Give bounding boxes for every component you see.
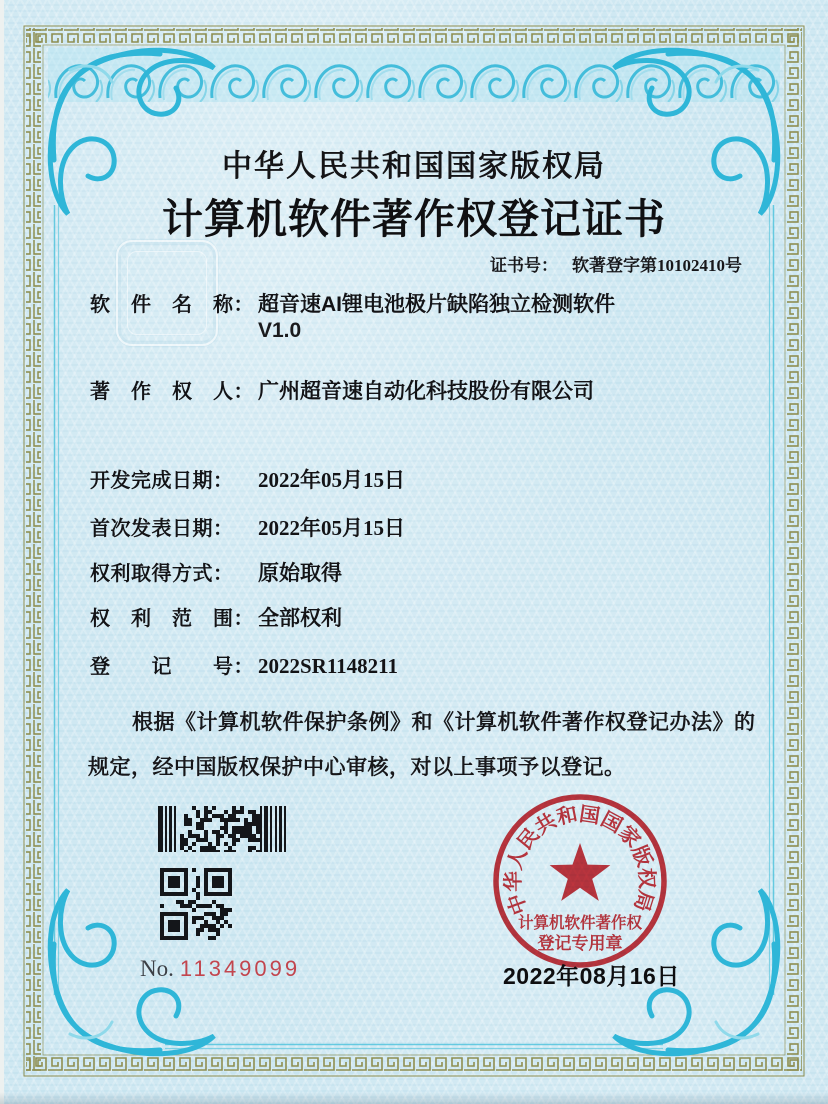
field-copyright-owner [90, 375, 594, 403]
software-version-value: V1.0 [258, 319, 302, 342]
right-acquisition-value: 原始取得 [258, 562, 342, 585]
barcode-image [158, 806, 286, 852]
dev-complete-date-label: 开发完成日期： [90, 470, 234, 492]
right-scope-value: 全部权利 [258, 607, 342, 630]
first-publish-date-value: 2022年05月15日 [258, 516, 405, 540]
certificate-title: 计算机软件著作权登记证书 [162, 196, 666, 242]
statement-line-2: 规定，经中国版权保护中心审核，对以上事项予以登记。 [88, 755, 626, 779]
certificate-number-line [490, 251, 742, 276]
seal-caption-line1: 计算机软件著作权 [518, 915, 647, 932]
field-right-scope [90, 602, 342, 630]
first-publish-date-label: 首次发表日期： [90, 518, 234, 540]
field-dev-complete-date [90, 464, 405, 492]
registration-number-label: 登 记 号： [90, 656, 254, 678]
authority-title: 中华人民共和国国家版权局 [222, 150, 606, 183]
field-right-acquisition [90, 557, 342, 585]
statement-line-1: 根据《计算机软件保护条例》和《计算机软件著作权登记办法》的 [132, 710, 756, 734]
field-software-name [90, 288, 615, 316]
star-icon [550, 843, 611, 901]
serial-number: 11349099 [179, 956, 301, 981]
seal-arc-text: 中华人民共和国国家版权局 [502, 803, 658, 918]
software-name-value: 超音速AI锂电池极片缺陷独立检测软件 [258, 293, 615, 316]
serial-prefix: No. [140, 956, 174, 981]
field-first-publish-date [90, 512, 405, 540]
qr-code-image [160, 868, 234, 942]
certificate-number-label: 证书号： [490, 256, 558, 275]
right-scope-label: 权 利 范 围： [90, 608, 254, 630]
copyright-owner-value: 广州超音速自动化科技股份有限公司 [258, 380, 594, 403]
dev-complete-date-value: 2022年05月15日 [258, 468, 405, 492]
issue-date: 2022年08月16日 [503, 963, 680, 989]
field-registration-number [90, 650, 398, 678]
copyright-owner-label: 著 作 权 人： [90, 381, 254, 403]
certificate-number-value: 软著登字第10102410号 [572, 256, 742, 275]
registration-number-value: 2022SR1148211 [258, 654, 399, 678]
software-name-label: 软 件 名 称： [90, 294, 254, 316]
serial-number-line [140, 956, 300, 982]
right-acquisition-label: 权利取得方式： [90, 563, 234, 585]
seal-caption-line2: 登记专用章 [537, 934, 623, 953]
